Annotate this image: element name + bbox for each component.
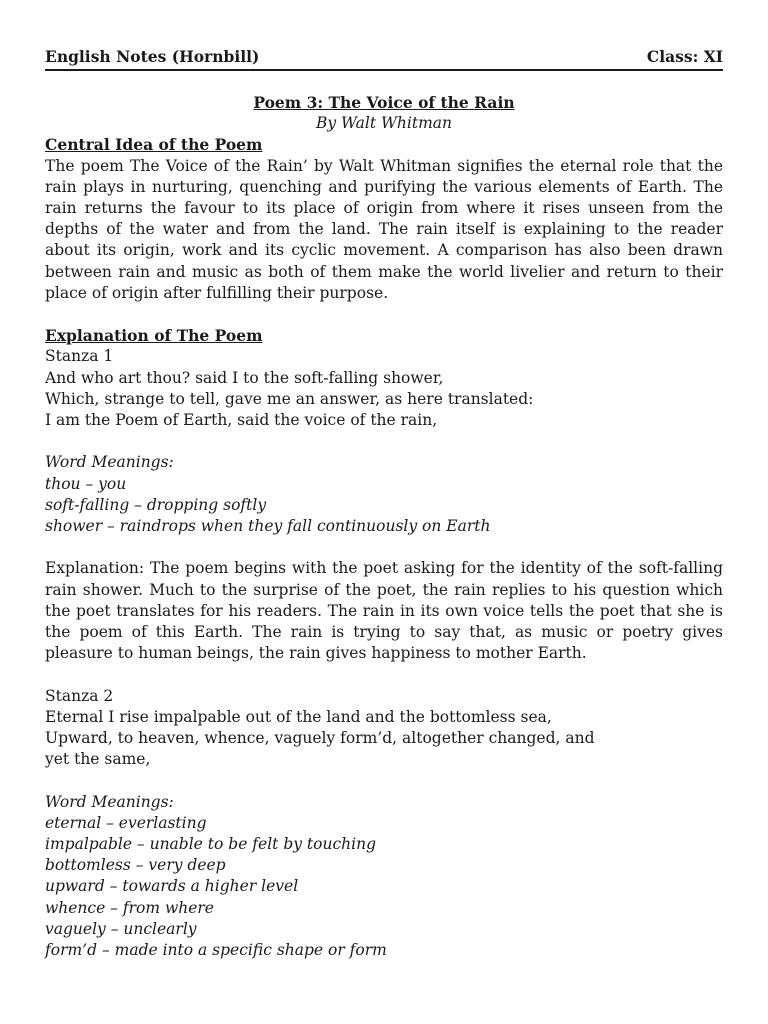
page-header xyxy=(45,47,723,67)
stanza-2-line: yet the same, xyxy=(45,750,151,769)
stanza-2-label: Stanza 2 xyxy=(45,686,114,705)
stanza-2-word-meanings-label: Word Meanings: xyxy=(45,792,174,811)
word-meaning: form’d – made into a specific shape or form xyxy=(45,941,387,960)
word-meaning: impalpable – unable to be felt by touching xyxy=(45,835,376,854)
poem-author: By Walt Whitman xyxy=(315,114,453,133)
explanation-heading: Explanation of The Poem xyxy=(45,326,263,346)
word-meaning: whence – from where xyxy=(45,898,214,917)
word-meaning: eternal – everlasting xyxy=(45,813,207,832)
header-rule xyxy=(45,69,723,71)
word-meaning: vaguely – unclearly xyxy=(45,919,197,938)
central-idea-heading: Central Idea of the Poem xyxy=(45,135,263,155)
stanza-1-line: Which, strange to tell, gave me an answer, as here translated: xyxy=(45,389,534,408)
stanza-1-word-meanings-label: Word Meanings: xyxy=(45,453,174,472)
poem-title: Poem 3: The Voice of the Rain xyxy=(253,93,515,112)
word-meaning: soft-falling – dropping softly xyxy=(45,495,267,514)
stanza-2-line: Upward, to heaven, whence, vaguely form’d, altogether changed, and xyxy=(45,729,595,748)
word-meaning: thou – you xyxy=(45,474,127,493)
word-meaning: bottomless – very deep xyxy=(45,856,226,875)
document-body xyxy=(45,92,723,961)
header-class: Class: XI xyxy=(646,47,723,66)
stanza-2-line: Eternal I rise impalpable out of the land and the bottomless sea, xyxy=(45,707,552,726)
stanza-1-line: And who art thou? said I to the soft-falling shower, xyxy=(45,368,444,387)
header-subject: English Notes (Hornbill) xyxy=(45,47,260,66)
stanza-1-line: I am the Poem of Earth, said the voice of the rain, xyxy=(45,411,438,430)
stanza-1-label: Stanza 1 xyxy=(45,347,114,366)
word-meaning: upward – towards a higher level xyxy=(45,877,299,896)
stanza-1-explanation: Explanation: The poem begins with the poet asking for the identity of the soft-falling rain shower. Much to the surprise of the poet, the rain replies to his question which the poet translates for his readers. The rain in its own voice tells the poet that she is the poem of this Earth. The rain is trying to say that, as music or poetry gives pleasure to human beings, the rain gives happiness to mother Earth. xyxy=(45,559,723,663)
central-idea-text: The poem The Voice of the Rain’ by Walt Whitman signifies the eternal role that the rain plays in nurturing, quenching and purifying the various elements of Earth. The rain returns the favour to its place of origin from where it rises unseen from the depths of the water and from the land. The rain itself is explaining to the reader about its origin, work and its cyclic movement. A comparison has also been drawn between rain and music as both of them make the world livelier and return to their place of origin after fulfilling their purpose. xyxy=(45,156,723,302)
word-meaning: shower – raindrops when they fall continuously on Earth xyxy=(45,517,491,536)
